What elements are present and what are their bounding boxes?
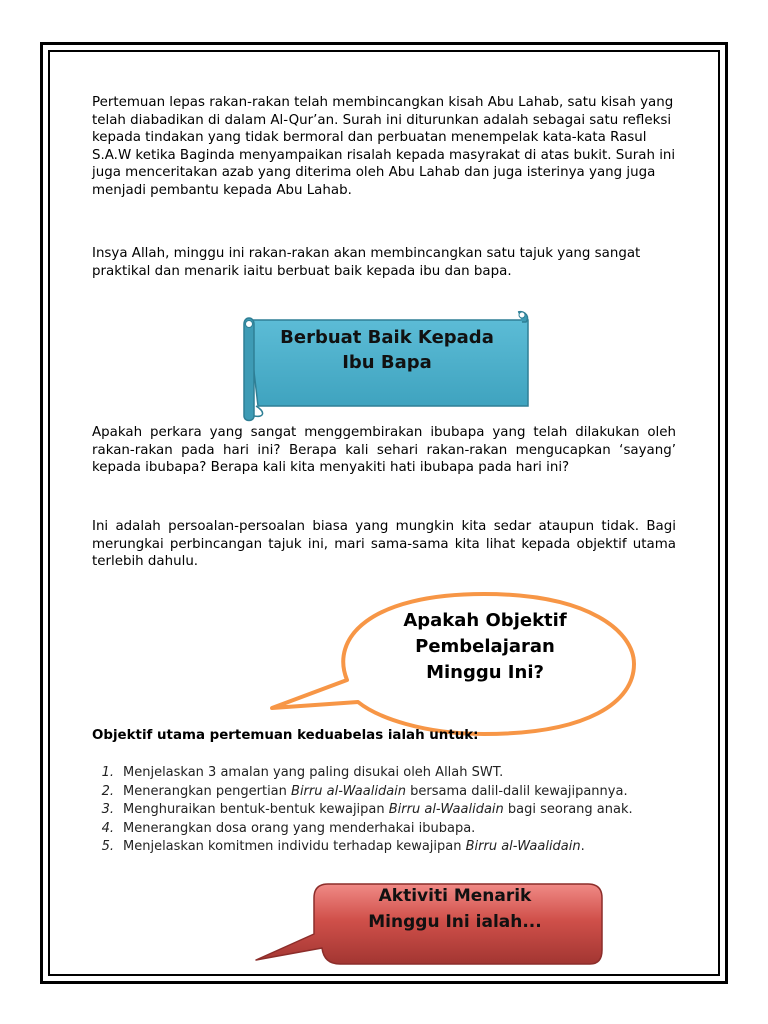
list-text: Menjelaskan komitmen individu terhadap kewajipan xyxy=(123,839,466,855)
list-number: 5. xyxy=(101,839,114,855)
bubble-line-3: Minggu Ini? xyxy=(426,662,544,683)
title-banner-text xyxy=(256,325,518,375)
list-text-italic: Birru al-Waalidain xyxy=(465,839,581,855)
list-item xyxy=(92,783,692,802)
objectives-heading: Objektif utama pertemuan keduabelas ialah untuk: xyxy=(92,728,479,743)
list-text: Menjelaskan 3 amalan yang paling disukai oleh Allah SWT. xyxy=(123,765,504,780)
list-number: 3. xyxy=(101,802,114,818)
bubble-line-1: Apakah Objektif xyxy=(403,610,567,631)
list-item xyxy=(92,764,692,783)
list-text-italic: Birru al-Waalidain xyxy=(388,802,504,818)
list-text-italic: Birru al-Waalidain xyxy=(291,783,407,799)
list-item xyxy=(92,820,692,839)
bubble-line-2: Pembelajaran xyxy=(415,636,555,657)
list-item xyxy=(92,801,692,820)
intro-paragraph-1: Pertemuan lepas rakan-rakan telah membincangkan kisah Abu Lahab, satu kisah yang telah diabadikan di dalam Al-Qur’an. Surah ini diturunkan adalah sebagai satu refleksi kepada tindakan yang tidak bermoral dan perbuatan menempelak kata-kata Rasul S.A.W ketika Baginda menyampaikan risalah kepada masyrakat di atas bukit. Surah ini juga menceritakan azab yang diterima oleh Abu Lahab dan juga isterinya yang juga menjadi pembantu kepada Abu Lahab. xyxy=(92,95,676,198)
list-number: 1. xyxy=(101,765,114,780)
callout-line-1: Aktiviti Menarik xyxy=(378,886,532,906)
body-paragraph-3: Apakah perkara yang sangat menggembirakan ibubapa yang telah dilakukan oleh rakan-rakan pada hari ini? Berapa kali sehari rakan-rakan mengucapkan ‘sayang’ kepada ibubapa? Berapa kali kita menyakiti hati ibubapa pada hari ini? xyxy=(92,425,676,476)
list-text-tail: bersama dalil-dalil kewajipannya. xyxy=(406,783,628,799)
list-text: Menerangkan dosa orang yang menderhakai ibubapa. xyxy=(123,820,476,836)
title-line-2: Ibu Bapa xyxy=(342,352,432,373)
title-line-1: Berbuat Baik Kepada xyxy=(280,327,494,348)
list-number: 4. xyxy=(101,820,114,836)
intro-paragraph-2: Insya Allah, minggu ini rakan-rakan akan membincangkan satu tajuk yang sangat praktikal dan menarik iaitu berbuat baik kepada ibu dan bapa. xyxy=(92,246,641,279)
list-text: Menerangkan pengertian xyxy=(123,783,292,799)
callout-line-2: Minggu Ini ialah... xyxy=(368,912,542,932)
objectives-list xyxy=(92,764,692,857)
list-number: 2. xyxy=(101,783,114,799)
objective-bubble-text xyxy=(350,608,620,686)
body-paragraph-4: Ini adalah persoalan-persoalan biasa yang mungkin kita sedar ataupun tidak. Bagi merungkai perbincangan tajuk ini, mari sama-sama kita lihat kepada objektif utama terlebih dahulu. xyxy=(92,519,676,570)
list-text-tail: bagi seorang anak. xyxy=(503,802,633,818)
list-item xyxy=(92,838,692,857)
activity-callout-text xyxy=(320,883,590,935)
list-text: Menghuraikan bentuk-bentuk kewajipan xyxy=(123,802,389,818)
list-text-tail: . xyxy=(580,839,585,855)
